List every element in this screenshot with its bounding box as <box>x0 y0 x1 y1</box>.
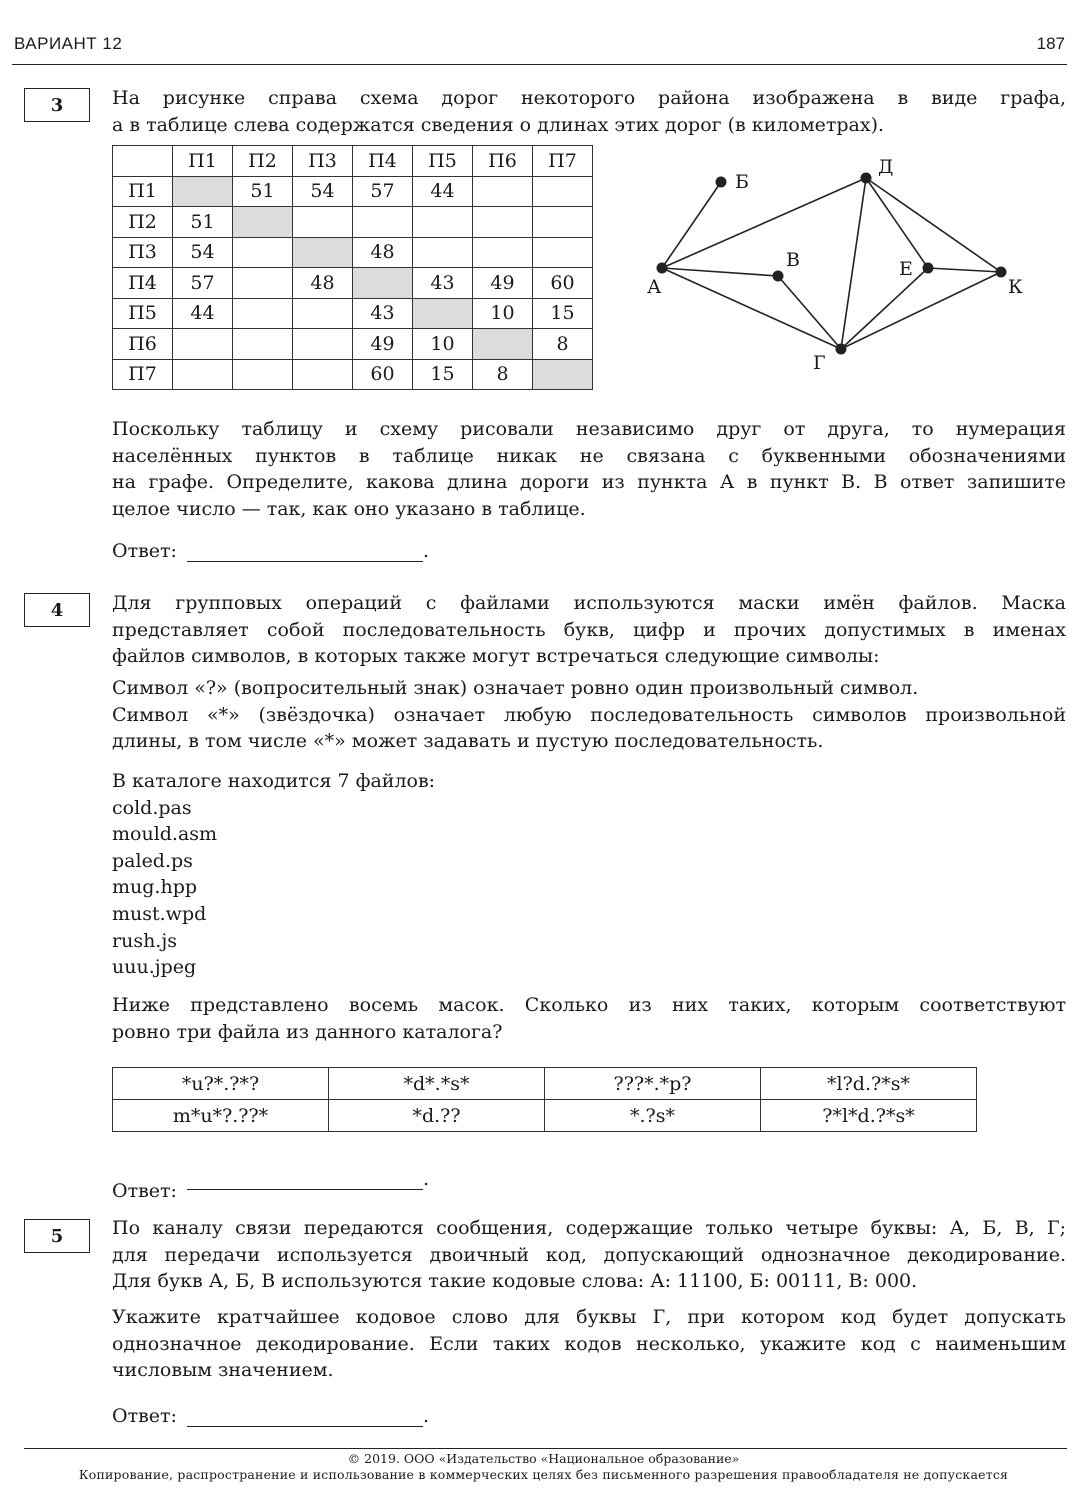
table-row <box>113 329 593 360</box>
table-cell <box>173 359 233 390</box>
table-cell <box>293 329 353 360</box>
table-cell: 49 <box>353 329 413 360</box>
text-line: Укажите кратчайшее кодовое слово для буквы Г, при котором код будет допускать <box>112 1306 1066 1328</box>
file-name: uuu.jpeg <box>112 956 197 979</box>
text-line: представляет собой последовательность букв, цифр и прочих допустимых в именах <box>112 618 1066 641</box>
table-cell: 48 <box>293 268 353 299</box>
text-line: однозначное декодирование. Если таких кодов несколько, укажите код с наименьшим <box>112 1332 1066 1355</box>
column-header: П1 <box>173 146 233 177</box>
row-header: П7 <box>113 359 173 390</box>
mask-cell: m*u*?.??* <box>113 1100 329 1132</box>
text-line: ровно три файла из данного каталога? <box>112 1020 503 1043</box>
file-name: rush.js <box>112 929 177 952</box>
question-3-number: 3 <box>24 88 90 122</box>
table-row <box>113 176 593 207</box>
copy-notice: Копирование, распространение и использование в коммерческих целях без письменного разрешения правообладателя не допускается <box>78 1467 1009 1482</box>
table-cell <box>233 329 293 360</box>
table-cell: 60 <box>353 359 413 390</box>
question-5-intro <box>112 1215 1066 1295</box>
table-row <box>113 1100 977 1132</box>
table-cell <box>293 359 353 390</box>
question-5-question <box>112 1304 1066 1384</box>
text-line: файлов символов, в которых также могут встречаться следующие символы: <box>112 645 880 667</box>
graph-label-b: Б <box>735 171 749 193</box>
table-cell: 49 <box>473 268 533 299</box>
graph-node-e <box>923 263 934 274</box>
text-line: а в таблице слева содержатся сведения о длинах этих дорог (в километрах). <box>112 113 885 136</box>
text-line: Для букв А, Б, В используются такие кодовые слова: А: 11100, Б: 00111, В: 000. <box>112 1270 918 1292</box>
column-header: П4 <box>353 146 413 177</box>
graph-edge <box>866 178 928 268</box>
graph-edge <box>662 268 841 349</box>
text-line: на графе. Определите, какова длина дороги из пункта А в пункт В. В ответ запишите <box>112 471 1066 493</box>
mask-cell: *u?*.?*? <box>113 1068 329 1100</box>
answer-period: . <box>422 540 429 562</box>
graph-edge <box>841 268 928 349</box>
table-cell <box>233 207 293 238</box>
row-header: П1 <box>113 176 173 207</box>
text-line: Для групповых операций с файлами используются маски имён файлов. Маска <box>112 592 1066 614</box>
answer-field[interactable] <box>187 541 423 562</box>
table-cell: 51 <box>173 207 233 238</box>
page-number: 187 <box>1036 34 1065 53</box>
text-line: для передачи используется двоичный код, допускающий однозначное декодирование. <box>112 1243 1066 1266</box>
graph-label-v: В <box>786 249 800 271</box>
mask-cell: *l?d.?*s* <box>761 1068 977 1100</box>
graph-node-v <box>773 271 784 282</box>
table-cell <box>233 359 293 390</box>
mask-cell: ?*l*d.?*s* <box>761 1100 977 1132</box>
table-row <box>113 1068 977 1100</box>
table-cell: 8 <box>473 359 533 390</box>
text-line: Поскольку таблицу и схему рисовали независимо друг от друга, то нумерация <box>112 418 1066 440</box>
masks-table <box>112 1067 977 1132</box>
distance-table <box>112 145 593 390</box>
graph-label-d: Д <box>878 156 894 178</box>
text-line: Ниже представлено восемь масок. Сколько из них таких, которым соответствуют <box>112 994 1066 1016</box>
graph-edge <box>841 272 1001 349</box>
mask-cell: *d.?? <box>329 1100 545 1132</box>
column-header: П3 <box>293 146 353 177</box>
table-cell <box>473 176 533 207</box>
graph-edge <box>662 182 721 268</box>
graph-label-e: Е <box>899 258 913 280</box>
column-header: П7 <box>533 146 593 177</box>
answer-field[interactable] <box>187 1169 423 1190</box>
table-cell <box>413 237 473 268</box>
text-line: По каналу связи передаются сообщения, содержащие только четыре буквы: А, Б, В, Г; <box>112 1217 1066 1239</box>
graph-node-b <box>716 177 727 188</box>
table-cell: 54 <box>293 176 353 207</box>
table-cell: 43 <box>353 298 413 329</box>
mask-cell: ???*.*p? <box>545 1068 761 1100</box>
table-cell: 60 <box>533 268 593 299</box>
table-cell: 10 <box>473 298 533 329</box>
question-5-number: 5 <box>24 1219 90 1253</box>
table-cell: 57 <box>173 268 233 299</box>
table-cell: 51 <box>233 176 293 207</box>
question-4-answer <box>112 1168 429 1202</box>
table-cell <box>233 237 293 268</box>
graph-node-d <box>861 173 872 184</box>
table-cell <box>173 176 233 207</box>
row-header: П5 <box>113 298 173 329</box>
table-cell: 8 <box>533 329 593 360</box>
row-header: П2 <box>113 207 173 238</box>
table-cell <box>293 237 353 268</box>
table-cell <box>473 329 533 360</box>
table-cell: 44 <box>173 298 233 329</box>
text-line: населённых пунктов в таблице никак не связана с буквенными обозначениями <box>112 444 1066 467</box>
table-row <box>113 237 593 268</box>
graph-node-g <box>836 344 847 355</box>
table-cell <box>533 176 593 207</box>
graph-edge <box>778 276 841 349</box>
row-header: П3 <box>113 237 173 268</box>
graph-edge <box>928 268 1001 272</box>
table-cell: 15 <box>533 298 593 329</box>
table-cell: 57 <box>353 176 413 207</box>
answer-label: Ответ: <box>112 1405 177 1427</box>
answer-field[interactable] <box>187 1406 423 1427</box>
table-row <box>113 268 593 299</box>
corner-cell <box>113 146 173 177</box>
file-name: cold.pas <box>112 796 192 819</box>
table-cell <box>413 207 473 238</box>
table-row <box>113 359 593 390</box>
table-cell <box>293 207 353 238</box>
table-cell <box>473 207 533 238</box>
table-cell: 15 <box>413 359 473 390</box>
file-name: mug.hpp <box>112 876 198 899</box>
graph-node-a <box>657 263 668 274</box>
question-4-rules <box>112 675 1066 755</box>
graph-edge <box>662 268 778 276</box>
column-header: П5 <box>413 146 473 177</box>
question-4-intro <box>112 590 1066 670</box>
header-divider <box>12 64 1067 65</box>
question-3-body <box>112 416 1066 522</box>
column-header: П6 <box>473 146 533 177</box>
file-catalog <box>112 768 435 981</box>
text-line: Символ «*» (звёздочка) означает любую последовательность символов произвольной <box>112 703 1066 726</box>
table-cell <box>413 298 473 329</box>
row-header: П6 <box>113 329 173 360</box>
table-cell <box>353 207 413 238</box>
answer-label: Ответ: <box>112 540 177 562</box>
file-name: mould.asm <box>112 823 218 846</box>
graph-label-a: А <box>647 276 662 298</box>
variant-label: ВАРИАНТ 12 <box>14 34 123 53</box>
row-header: П4 <box>113 268 173 299</box>
graph-label-g: Г <box>813 352 826 374</box>
graph-label-k: К <box>1008 276 1023 298</box>
column-header: П2 <box>233 146 293 177</box>
answer-period: . <box>422 1405 429 1427</box>
answer-label: Ответ: <box>112 1180 177 1202</box>
text-line: числовым значением. <box>112 1359 334 1381</box>
table-cell: 44 <box>413 176 473 207</box>
file-name: must.wpd <box>112 902 207 925</box>
table-cell <box>533 237 593 268</box>
text-line: На рисунке справа схема дорог некоторого района изображена в виде графа, <box>112 87 1066 109</box>
table-header-row <box>113 146 593 177</box>
mask-cell: *d*.*s* <box>329 1068 545 1100</box>
table-cell <box>473 237 533 268</box>
text-line: целое число — так, как оно указано в таблице. <box>112 497 586 520</box>
footer-divider <box>24 1448 1067 1449</box>
question-5-answer <box>112 1405 429 1427</box>
graph-node-k <box>996 267 1007 278</box>
file-name: paled.ps <box>112 849 193 872</box>
table-cell: 54 <box>173 237 233 268</box>
graph-edge <box>841 178 866 349</box>
text-line: длины, в том числе «*» может задавать и пустую последовательность. <box>112 730 824 752</box>
copyright: © 2019. ООО «Издательство «Национальное образование» <box>347 1451 740 1466</box>
table-cell <box>233 268 293 299</box>
catalog-intro: В каталоге находится 7 файлов: <box>112 770 436 792</box>
table-cell <box>173 329 233 360</box>
table-cell <box>353 268 413 299</box>
answer-period: . <box>422 1168 429 1190</box>
text-line: Символ «?» (вопросительный знак) означает ровно один произвольный символ. <box>112 677 919 699</box>
table-cell <box>293 298 353 329</box>
table-cell <box>533 207 593 238</box>
graph-edge <box>662 178 866 268</box>
question-3-intro <box>112 85 1066 138</box>
graph-edge <box>866 178 1001 272</box>
table-row <box>113 298 593 329</box>
question-3-answer <box>112 540 429 562</box>
table-cell <box>533 359 593 390</box>
mask-cell: *.?s* <box>545 1100 761 1132</box>
table-row <box>113 207 593 238</box>
table-cell: 10 <box>413 329 473 360</box>
table-cell: 43 <box>413 268 473 299</box>
table-cell: 48 <box>353 237 413 268</box>
question-4-number: 4 <box>24 593 90 627</box>
table-cell <box>233 298 293 329</box>
question-4-question <box>112 992 1066 1045</box>
